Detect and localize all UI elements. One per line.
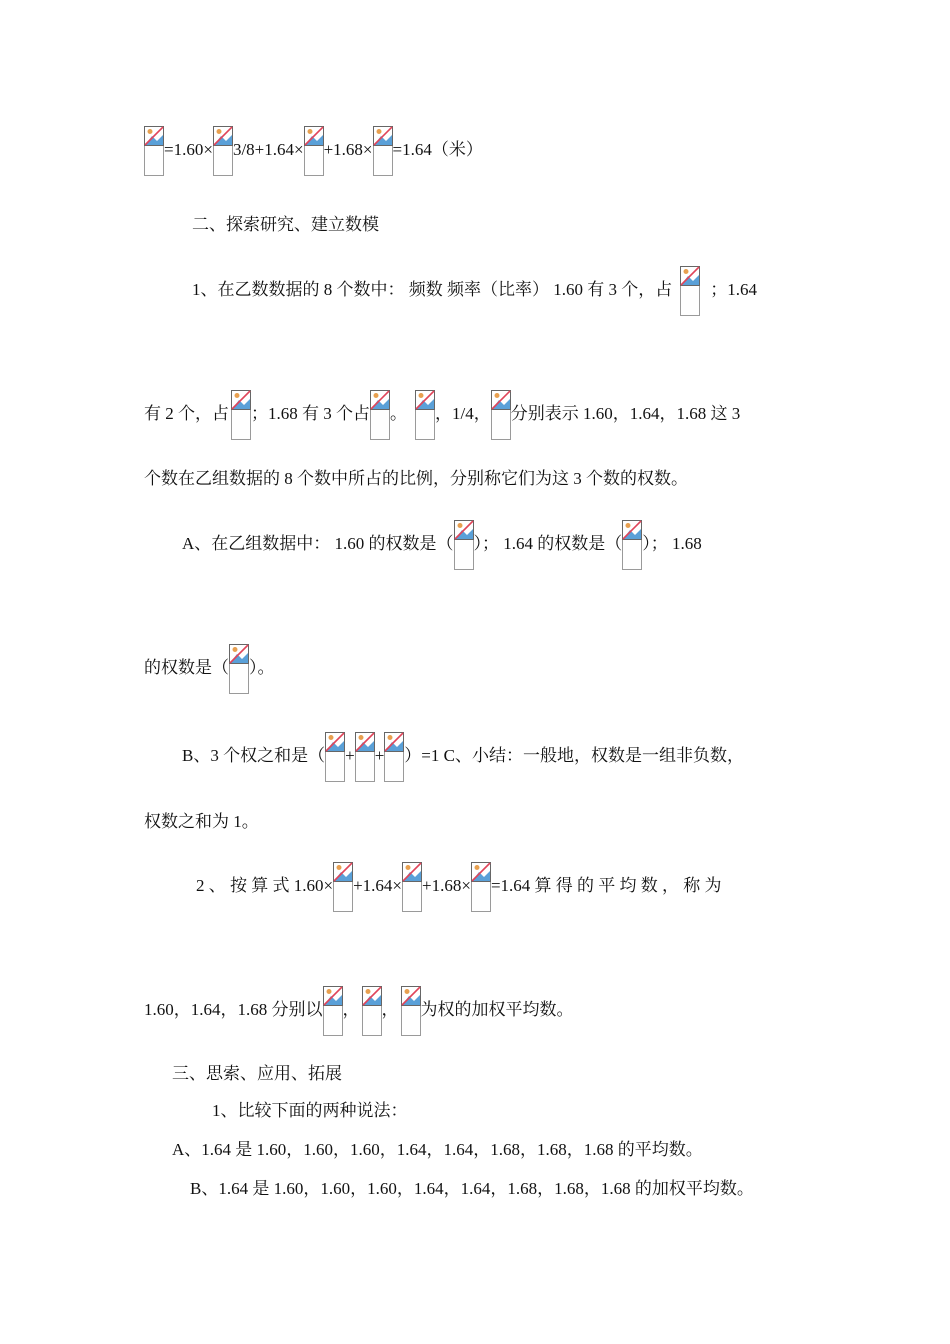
broken-image-icon [325, 732, 345, 782]
part-a-text-b: ）； 1.64 的权数是（ [473, 534, 623, 553]
section-3-question-1: 1、比较下面的两种说法： [212, 1101, 408, 1120]
item-2-sep-2: ， [381, 1000, 399, 1019]
broken-image-icon [355, 732, 375, 782]
item-1-line-3: 个数在乙组数据的 8 个数中所占的比例，分别称它们为这 3 个数的权数。 [144, 469, 688, 488]
formula-text-1: =1.60× [164, 140, 213, 159]
broken-image-icon [373, 126, 393, 176]
broken-image-icon [680, 266, 700, 316]
item-2-text-a: 2 、 按 算 式 1.60× [196, 876, 334, 895]
formula-line [144, 138, 483, 162]
part-b-text-b: ）=1 C、小结：一般地，权数是一组非负数， [404, 746, 744, 765]
part-a-text-e: ）。 [249, 658, 275, 677]
item-2-text-e: 1.60，1.64，1.68 分别以 [144, 1000, 323, 1019]
part-a-line-2 [144, 656, 275, 680]
broken-image-icon [229, 644, 249, 694]
item-1-text-b: ；1.64 [710, 280, 757, 299]
item-1-text-d: ；1.68 有 3 个占 [251, 404, 370, 423]
item-2-text-d: =1.64 算 得 的 平 均 数 ， 称 为 [490, 876, 722, 895]
part-b-line-2: 权数之和为 1。 [144, 812, 259, 831]
item-1-text-g: 分别表示 1.60，1.64，1.68 这 3 [510, 404, 741, 423]
part-a-line-1 [182, 532, 702, 556]
item-2-sep-1: ， [342, 1000, 360, 1019]
item-2-text-b: +1.64× [353, 876, 403, 895]
item-1-text-f: ，1/4， [435, 404, 491, 423]
section-3-heading: 三、思索、应用、拓展 [172, 1064, 342, 1083]
broken-image-icon [471, 862, 491, 912]
part-b-plus-1: + [345, 746, 355, 765]
part-a-text-c: ）； 1.68 [642, 534, 702, 553]
broken-image-icon [362, 986, 382, 1036]
section-2-heading: 二、探索研究、建立数模 [192, 215, 379, 234]
item-1-text-a: 1、在乙数数据的 8 个数中： 频数 频率（比率） 1.60 有 3 个，占 [192, 280, 673, 299]
broken-image-icon [384, 732, 404, 782]
broken-image-icon [323, 986, 343, 1036]
formula-text-4: =1.64（米） [392, 140, 483, 159]
item-2-line-1 [196, 874, 722, 898]
broken-image-icon [231, 390, 251, 440]
item-1-line-1 [192, 278, 757, 302]
section-3-option-b: B、1.64 是 1.60，1.60，1.60，1.64，1.64，1.68，1.68，1.68 的加权平均数。 [190, 1179, 754, 1198]
broken-image-icon [402, 862, 422, 912]
item-2-text-f: 为权的加权平均数。 [420, 1000, 574, 1019]
part-b-line-1 [182, 744, 744, 768]
part-a-text-a: A、在乙组数据中： 1.60 的权数是（ [182, 534, 454, 553]
item-1-text-c: 有 2 个，占 [144, 404, 229, 423]
broken-image-icon [370, 390, 390, 440]
broken-image-icon [454, 520, 474, 570]
part-b-text-a: B、3 个权之和是（ [182, 746, 326, 765]
broken-image-icon [401, 986, 421, 1036]
broken-image-icon [304, 126, 324, 176]
broken-image-icon [213, 126, 233, 176]
section-3-option-a: A、1.64 是 1.60，1.60，1.60，1.64，1.64，1.68，1.68，1.68 的平均数。 [172, 1140, 703, 1159]
formula-text-2: 3/8+1.64× [232, 140, 304, 159]
part-a-text-d: 的权数是（ [144, 658, 229, 677]
broken-image-icon [622, 520, 642, 570]
item-2-text-c: +1.68× [422, 876, 471, 895]
broken-image-icon [491, 390, 511, 440]
part-b-plus-2: + [374, 746, 385, 765]
formula-text-3: +1.68× [323, 140, 373, 159]
broken-image-icon [144, 126, 164, 176]
broken-image-icon [415, 390, 435, 440]
broken-image-icon [333, 862, 353, 912]
item-1-text-e: 。 [390, 404, 407, 423]
item-2-line-2 [144, 998, 574, 1022]
item-1-line-2 [144, 402, 740, 426]
